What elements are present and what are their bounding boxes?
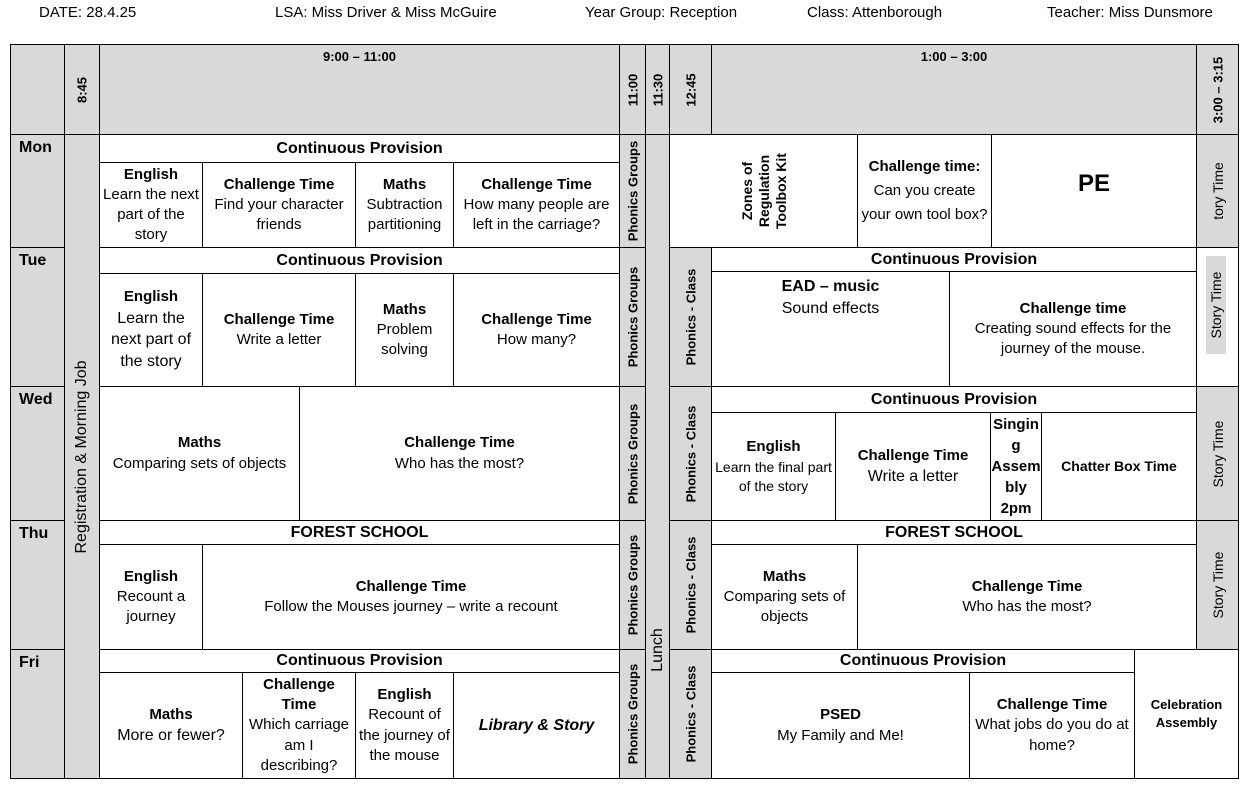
thu-forest-school: FOREST SCHOOL [100,521,620,545]
day-thu: Thu [19,525,49,542]
thu-maths-cell: Maths Comparing sets of objects [712,545,858,650]
fri-english-cell: English Recount of the journey of the mouse [356,673,454,779]
thu-challenge-cell: Challenge Time Follow the Mouses journey – write a recount [203,545,620,650]
fri-pm-challenge-cell: Challenge Time What jobs do you do at home? [970,673,1135,779]
mon-pe-cell [992,135,1197,248]
time-1100-cell [620,44,646,135]
mon-phonics: Phonics Groups [625,140,640,242]
time-1245: 12:45 [683,72,698,107]
thu-english-cell: English Recount a journey [100,545,203,650]
mon-continuous-provision: Continuous Provision [100,135,620,163]
time-afternoon: 1:00 – 3:00 [920,49,988,64]
tue-challenge2-cell: Challenge Time How many? [454,274,620,387]
thu-pm-challenge-cell: Challenge Time Who has the most? [858,545,1197,650]
mon-story: tory Time [1209,162,1226,220]
teacher-label: Teacher: Miss Dunsmore [1047,4,1213,21]
wed-challenge-cell: Challenge Time Who has the most? [300,387,620,521]
year-group-label: Year Group: Reception [585,4,738,21]
mon-zones-cell [670,135,858,248]
time-845: 8:45 [74,76,90,103]
mon-maths-cell: Maths Subtraction partitioning [356,163,454,248]
fri-celebration-cell: Celebration Assembly [1135,650,1239,779]
time-300: 3:00 – 3:15 [1210,56,1225,123]
date-label: DATE: 28.4.25 [39,4,137,21]
day-wed: Wed [19,391,53,408]
mon-story-cell [1197,135,1239,248]
day-mon: Mon [19,139,52,156]
fri-challenge-cell: Challenge Time Which carriage am I describing? [243,673,356,779]
time-morning: 9:00 – 11:00 [322,49,396,64]
tue-story-cell: Story Time [1197,248,1239,387]
fri-pm-continuous-provision: Continuous Provision [712,650,1135,673]
day-tue: Tue [19,252,47,269]
tue-pm-continuous-provision: Continuous Provision [712,248,1197,272]
day-cell-fri [10,650,65,779]
wed-phonics-class-cell: Phonics - Class [670,387,712,521]
fri-phonics-cell: Phonics Groups [620,650,646,779]
corner-cell [10,44,65,135]
lunch-cell [646,135,670,779]
tue-pm-challenge-cell: Challenge time Creating sound effects for the journey of the mouse. [950,272,1197,387]
time-morning-cell [100,44,620,135]
thu-pm-forest-school: FOREST SCHOOL [712,521,1197,545]
fri-maths-cell: Maths More or fewer? [100,673,243,779]
wed-chatter-cell: Chatter Box Time [1042,413,1197,521]
fri-library-cell: Library & Story [454,673,620,779]
day-fri: Fri [19,654,40,671]
fri-psed-cell: PSED My Family and Me! [712,673,970,779]
tue-challenge-cell: Challenge Time Write a letter [203,274,356,387]
thu-story-cell: Story Time [1197,521,1239,650]
lsa-label: LSA: Miss Driver & Miss McGuire [275,4,497,21]
tue-phonics-class-cell: Phonics - Class [670,248,712,387]
tue-phonics-cell: Phonics Groups [620,248,646,387]
fri-phonics-class-cell: Phonics - Class [670,650,712,779]
mon-challenge2-cell: Challenge Time How many people are left in the carriage? [454,163,620,248]
tue-maths-cell: Maths Problem solving [356,274,454,387]
thu-phonics-class-cell: Phonics - Class [670,521,712,650]
day-cell-wed [10,387,65,521]
thu-phonics-cell: Phonics Groups [620,521,646,650]
time-1100: 11:00 [625,73,640,106]
wed-pm-continuous-provision: Continuous Provision [712,387,1197,413]
mon-zones: Zones of Regulation Toolbox Kit [738,153,788,229]
wed-story-cell: Story Time [1197,387,1239,521]
time-845-cell [65,44,100,135]
tue-ead-cell: EAD – music Sound effects [712,272,950,387]
mon-phonics-cell [620,135,646,248]
time-300-cell [1197,44,1239,135]
time-afternoon-cell [712,44,1197,135]
day-cell-tue [10,248,65,387]
registration-cell [65,135,100,779]
mon-english-cell: English Learn the next part of the story [100,163,203,248]
day-cell-mon [10,135,65,248]
tue-continuous-provision: Continuous Provision [100,248,620,274]
mon-pe: PE [1077,169,1110,197]
fri-continuous-provision: Continuous Provision [100,650,620,673]
wed-english-cell: English Learn the final part of the story [712,413,836,521]
wed-phonics-cell: Phonics Groups [620,387,646,521]
time-1245-cell [670,44,712,135]
day-cell-thu [10,521,65,650]
class-label: Class: Attenborough [807,4,943,21]
time-1130: 11:30 [650,73,665,106]
wed-maths-cell: Maths Comparing sets of objects [100,387,300,521]
mon-pm-challenge-cell: Challenge time: Can you create your own tool box? [858,135,992,248]
wed-singing-cell: Singin g Assem bly 2pm [991,413,1042,521]
lunch-label: Lunch [648,628,666,672]
wed-pm-challenge-cell: Challenge Time Write a letter [836,413,991,521]
mon-challenge-cell: Challenge Time Find your character friends [203,163,356,248]
time-1130-cell [646,44,670,135]
tue-english-cell: English Learn the next part of the story [100,274,203,387]
registration-label: Registration & Morning Job [73,360,90,553]
